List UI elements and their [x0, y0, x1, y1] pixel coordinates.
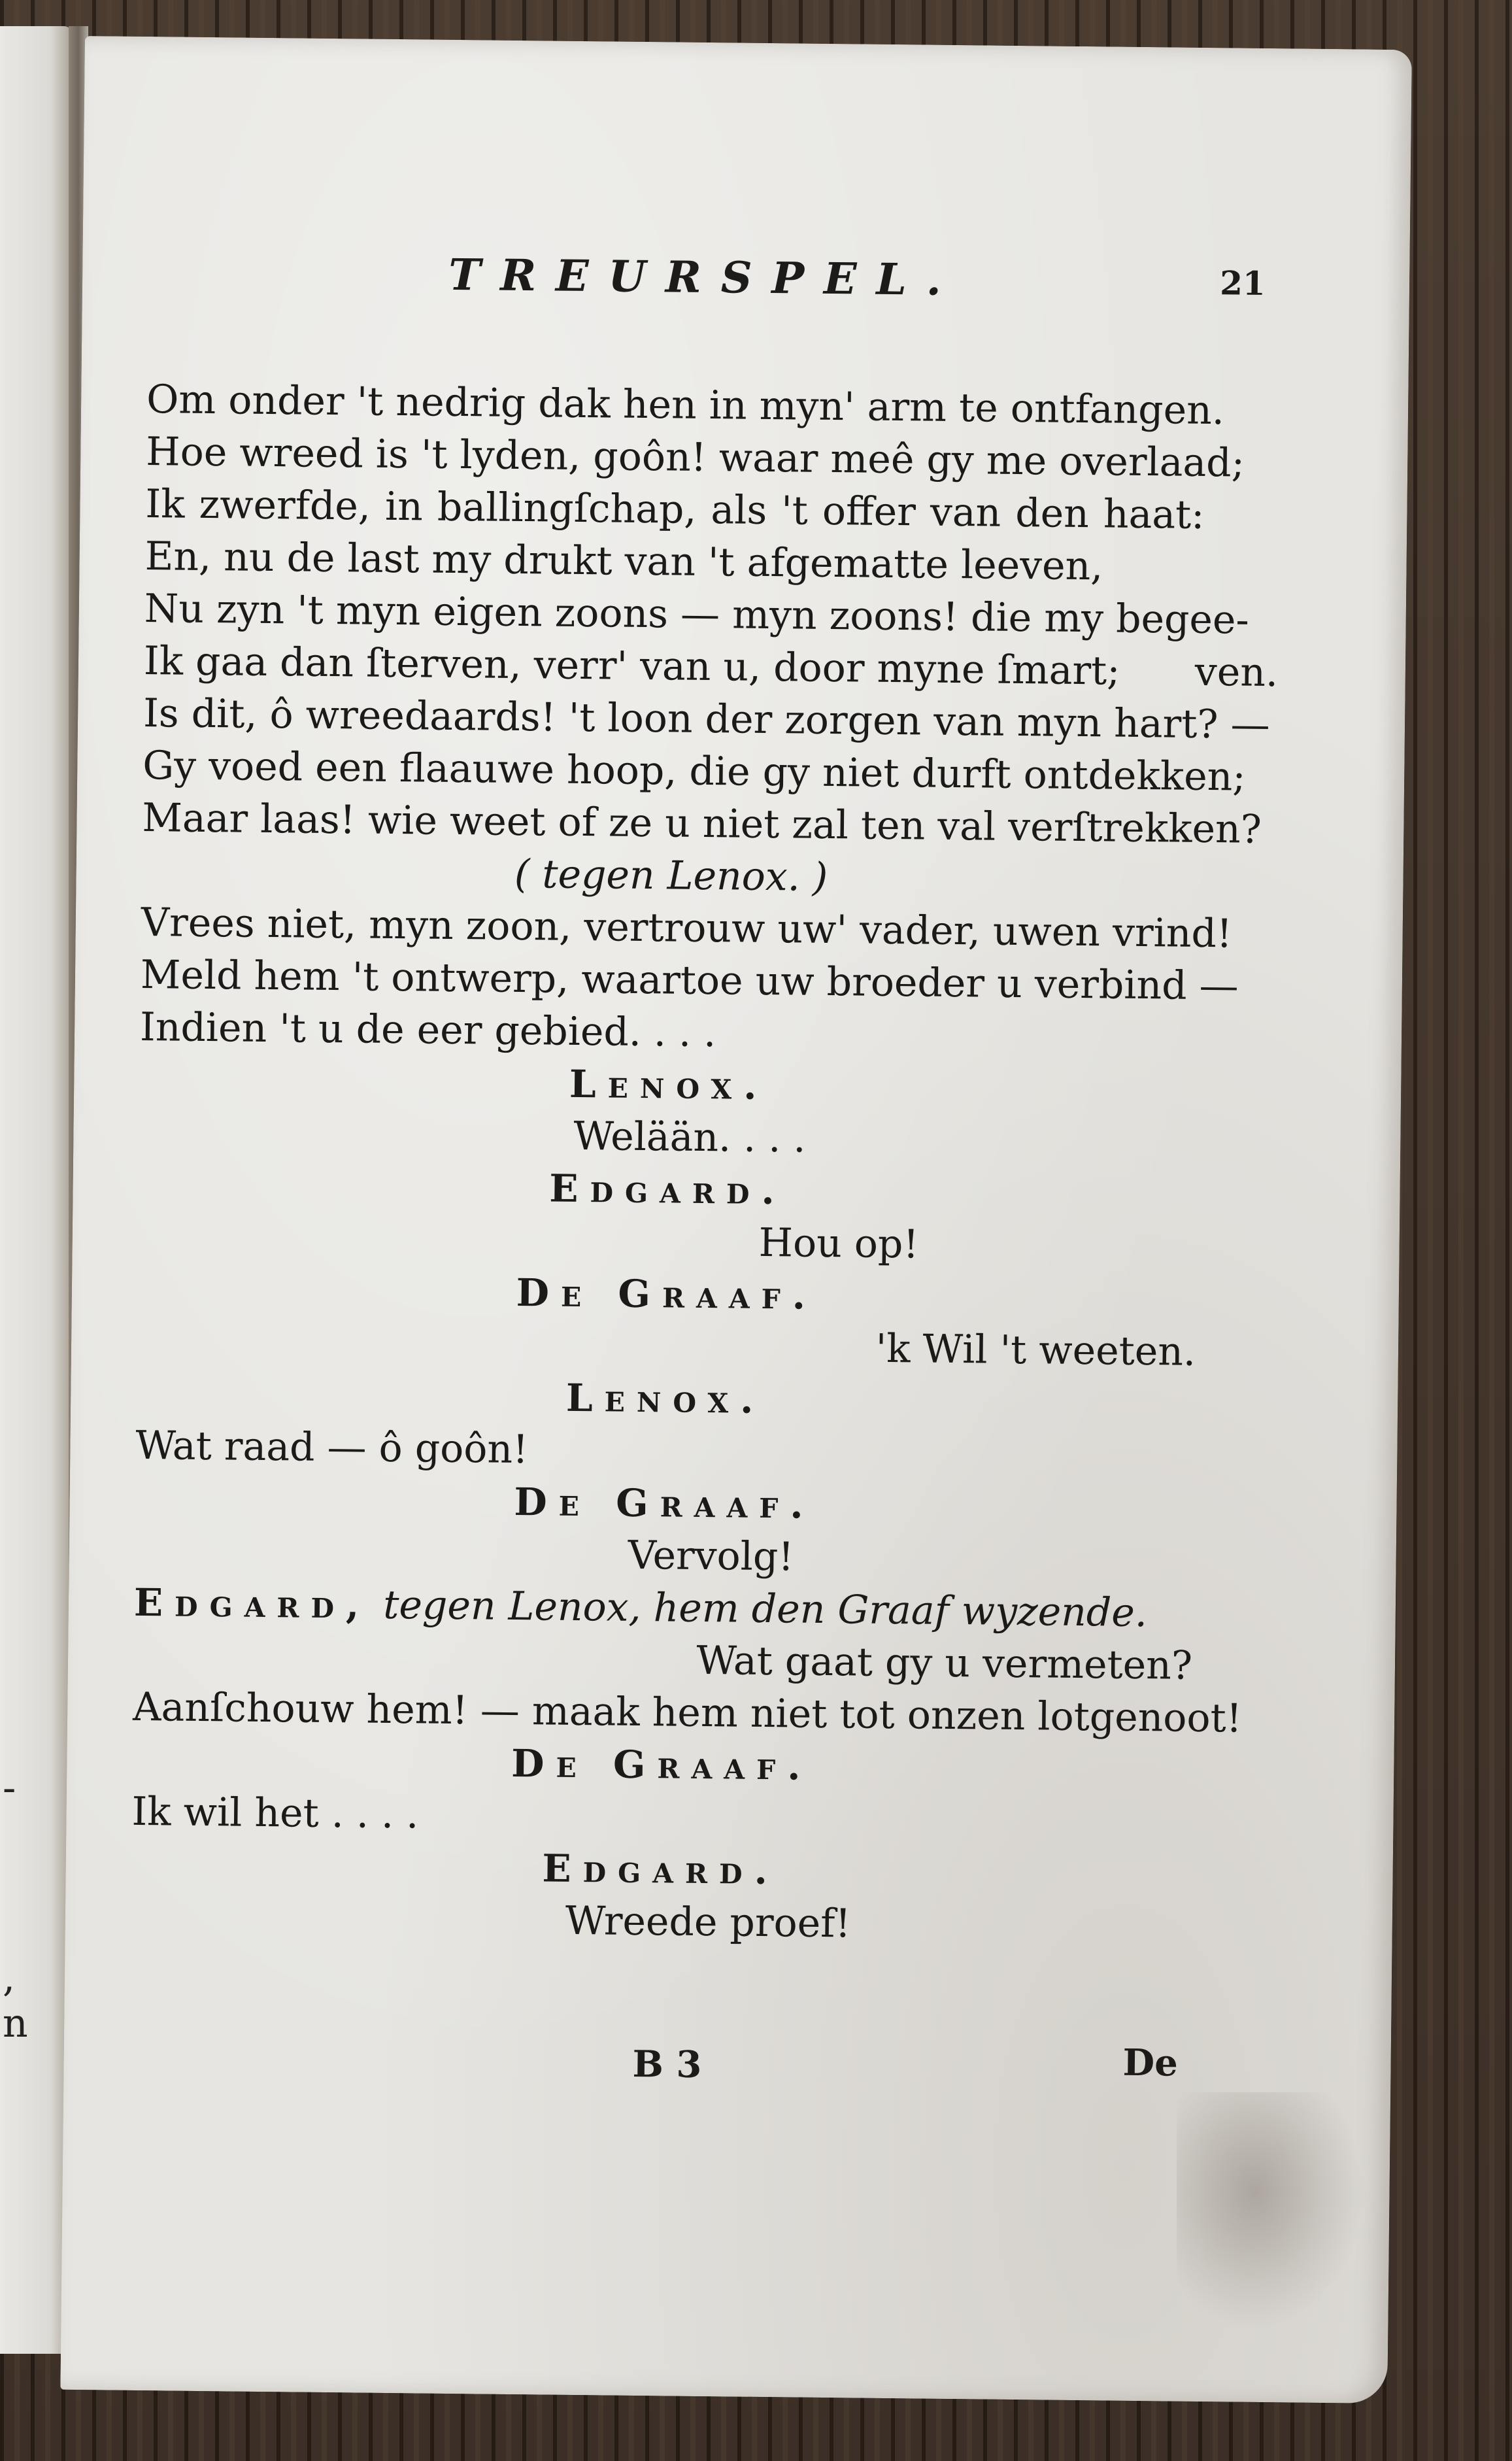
verse-line: Vrees niet, myn zoon, vertrouw uw' vader, uwen vrind! [141, 899, 1233, 957]
verse-line: Indien 't u de eer gebied. . . . [139, 1004, 716, 1057]
speaker-name: Edgard. [549, 1166, 787, 1214]
speaker-name: Edgard. [542, 1846, 780, 1893]
facing-page-fragment: - [3, 1765, 16, 1811]
speech-line: Wat gaat gy u vermeten? [696, 1637, 1193, 1689]
verse-line: Ik zwerfde, in ballingſchap, als 't offer van den haat: [145, 481, 1205, 538]
speaker-name: De Graaf. [516, 1270, 818, 1318]
speech-line: Vervolg! [628, 1532, 794, 1580]
verse-line: Ik gaa dan ſterven, verr' van u, door myne ſmart; ven. [143, 637, 1279, 696]
page-corner-fold [1177, 2092, 1373, 2341]
stage-direction: tegen Lenox, hem den Graaf wyzende. [383, 1582, 1148, 1637]
speaker-name: Lenox. [569, 1061, 769, 1109]
speech-line: Welään. . . . [573, 1113, 806, 1162]
speech-line: Wat raad — ô goôn! [135, 1422, 529, 1473]
facing-page-fragment: n [3, 2001, 28, 2046]
speaker-name: Edgard, [133, 1580, 371, 1627]
play-text [130, 373, 1279, 1954]
speech-line: 'k Wil 't weeten. [875, 1325, 1196, 1375]
verse-line: En, nu de last my drukt van 't afgematte leeven, [144, 534, 1103, 590]
speaker-name: De Graaf. [514, 1479, 816, 1527]
speech-line: Hou op! [758, 1219, 919, 1268]
facing-page-fragment: , [3, 1955, 16, 2001]
verse-line: Is dit, ô wreedaards! 't loon der zorgen van myn hart? — [143, 690, 1271, 749]
speaker-name: De Graaf. [511, 1740, 813, 1789]
running-head: TREURSPEL. [448, 248, 962, 306]
catchword: De [1122, 2041, 1179, 2085]
facing-page-edge [0, 26, 72, 2354]
verse-line: Maar laas! wie weet of ze u niet zal ten val verſtrekken? [142, 794, 1262, 853]
speech-line: Wreede proef! [565, 1897, 851, 1947]
verse-line: Gy voed een flaauwe hoop, die gy niet durft ontdekken; [142, 742, 1246, 800]
verse-line: Meld hem 't ontwerp, waartoe uw broeder u verbind — [140, 951, 1239, 1010]
book-page [60, 36, 1412, 2403]
speaker-name: Lenox. [565, 1375, 765, 1423]
stage-direction: ( tegen Lenox. ) [514, 851, 828, 900]
verse-line: Hoe wreed is 't lyden, goôn! waar meê gy me overlaad; [145, 429, 1245, 486]
speaker-with-direction [133, 1576, 1193, 1640]
speech-line: Ik wil het . . . . [131, 1788, 419, 1838]
signature-mark: B 3 [632, 2042, 702, 2087]
verse-line: Nu zyn 't myn eigen zoons — myn zoons! die my begee- [144, 586, 1250, 643]
verse-line: Aanſchouw hem! — maak hem niet tot onzen lotgenoot! [132, 1684, 1243, 1742]
page-number: 21 [1219, 263, 1266, 303]
verse-line: Om onder 't nedrig dak hen in myn' arm te ontfangen. [146, 377, 1225, 434]
